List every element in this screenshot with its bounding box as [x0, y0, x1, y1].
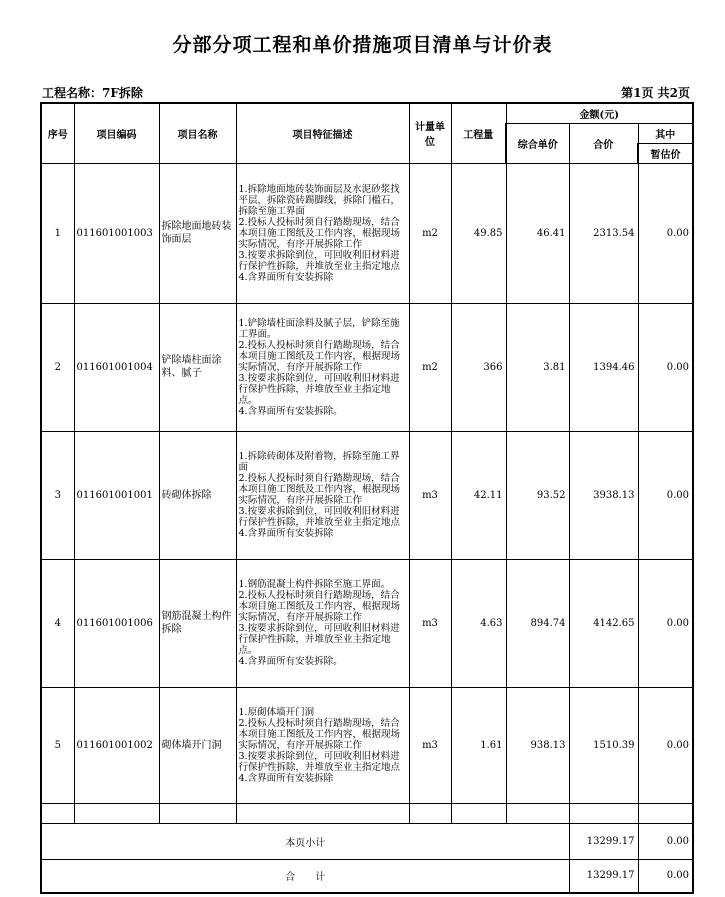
grand-total-label: 合 计	[41, 859, 569, 893]
row-code: 011601001001	[74, 431, 159, 559]
grand-total-row	[41, 859, 693, 893]
row-unit-price: 894.74	[506, 559, 569, 687]
subtotal-provisional: 0.00	[638, 823, 693, 859]
table-row	[41, 163, 693, 303]
row-qty: 4.63	[451, 559, 506, 687]
page-title: 分部分项工程和单价措施项目清单与计价表	[172, 34, 553, 56]
row-provisional: 0.00	[638, 687, 693, 803]
row-desc: 1.拆除砖砌体及附着物，拆除至施工界面 2.投标人投标时须自行踏勘现场，结合本项目施工图纸及工作内容，根据现场实际情况，有序开展拆除工作 3.按要求拆除到位，可回收利旧材料进行保护性拆除，并堆放至业主指定地点 4.含界面所有安装拆除	[236, 431, 409, 559]
row-seq: 4	[41, 559, 74, 687]
row-code: 011601001006	[74, 559, 159, 687]
row-provisional: 0.00	[638, 163, 693, 303]
row-name: 拆除地面地砖装饰面层	[159, 163, 236, 303]
row-desc: 1.钢筋混凝土构件拆除至施工界面。 2.投标人投标时须自行踏勘现场，结合本项目施工图纸及工作内容，根据现场实际情况，有序开展拆除工作 3.按要求拆除到位，可回收利旧材料进行保护性拆除，并堆放至业主指定地点。 4.含界面所有安装拆除。	[236, 559, 409, 687]
row-code: 011601001002	[74, 687, 159, 803]
row-unit-price: 46.41	[506, 163, 569, 303]
row-qty: 1.61	[451, 687, 506, 803]
header-desc: 项目特征描述	[236, 103, 409, 163]
header-name: 项目名称	[159, 103, 236, 163]
row-provisional: 0.00	[638, 559, 693, 687]
page-number: 第1页 共2页	[621, 86, 690, 100]
table-row	[41, 431, 693, 559]
row-seq: 3	[41, 431, 74, 559]
row-seq: 5	[41, 687, 74, 803]
header-unit-price: 综合单价	[506, 123, 569, 163]
header-qty: 工程量	[451, 103, 506, 163]
header-total: 合价	[569, 123, 638, 163]
pricing-table	[40, 102, 694, 894]
row-provisional: 0.00	[638, 431, 693, 559]
row-code: 011601001004	[74, 303, 159, 431]
row-total: 1510.39	[569, 687, 638, 803]
grand-total-provisional: 0.00	[638, 859, 693, 893]
header-of-which: 其中	[638, 123, 693, 143]
row-unit: m3	[409, 559, 451, 687]
header-amount: 金额(元)	[506, 103, 693, 123]
empty-row	[41, 803, 693, 823]
header-unit: 计量单位	[409, 103, 451, 163]
row-unit: m2	[409, 163, 451, 303]
row-unit-price: 93.52	[506, 431, 569, 559]
row-total: 1394.46	[569, 303, 638, 431]
row-code: 011601001003	[74, 163, 159, 303]
subtotal-label: 本页小计	[41, 823, 569, 859]
row-qty: 49.85	[451, 163, 506, 303]
row-seq: 1	[41, 163, 74, 303]
row-unit-price: 938.13	[506, 687, 569, 803]
header-provisional: 暂估价	[638, 143, 693, 163]
header-code: 项目编码	[74, 103, 159, 163]
row-desc: 1.铲除墙柱面涂料及腻子层，铲除至施工界面。 2.投标人投标时须自行踏勘现场，结合本项目施工图纸及工作内容，根据现场实际情况，有序开展拆除工作 3.按要求拆除到位，可回收利旧材料进行保护性拆除，并堆放至业主指定地点。 4.含界面所有安装拆除。	[236, 303, 409, 431]
row-name: 砖砌体拆除	[159, 431, 236, 559]
table-row	[41, 559, 693, 687]
row-name: 铲除墙柱面涂料、腻子	[159, 303, 236, 431]
grand-total-total: 13299.17	[569, 859, 638, 893]
row-desc: 1.拆除地面地砖装饰面层及水泥砂浆找平层，拆除瓷砖踢脚线，拆除门槛石，拆除至施工界面 2.投标人投标时须自行踏勘现场，结合本项目施工图纸及工作内容，根据现场实际情况，有序开展拆除工作 3.按要求拆除到位，可回收利旧材料进行保护性拆除，并堆放至业主指定地点 4.含界面所有安装拆除	[236, 163, 409, 303]
table-row	[41, 303, 693, 431]
table-row	[41, 687, 693, 803]
row-total: 2313.54	[569, 163, 638, 303]
header-seq: 序号	[41, 103, 74, 163]
subtotal-row	[41, 823, 693, 859]
row-qty: 42.11	[451, 431, 506, 559]
row-desc: 1.原砌体墙开门洞 2.投标人投标时须自行踏勘现场，结合本项目施工图纸及工作内容，根据现场实际情况，有序开展拆除工作 3.按要求拆除到位，可回收利旧材料进行保护性拆除，并堆放至业主指定地点 4.含界面所有安装拆除	[236, 687, 409, 803]
row-unit: m3	[409, 431, 451, 559]
row-provisional: 0.00	[638, 303, 693, 431]
row-seq: 2	[41, 303, 74, 431]
row-total: 4142.65	[569, 559, 638, 687]
row-unit: m3	[409, 687, 451, 803]
row-total: 3938.13	[569, 431, 638, 559]
row-unit-price: 3.81	[506, 303, 569, 431]
row-qty: 366	[451, 303, 506, 431]
project-name: 工程名称：7F拆除	[42, 86, 143, 100]
row-name: 钢筋混凝土构件拆除	[159, 559, 236, 687]
row-name: 砌体墙开门洞	[159, 687, 236, 803]
row-unit: m2	[409, 303, 451, 431]
subtotal-total: 13299.17	[569, 823, 638, 859]
